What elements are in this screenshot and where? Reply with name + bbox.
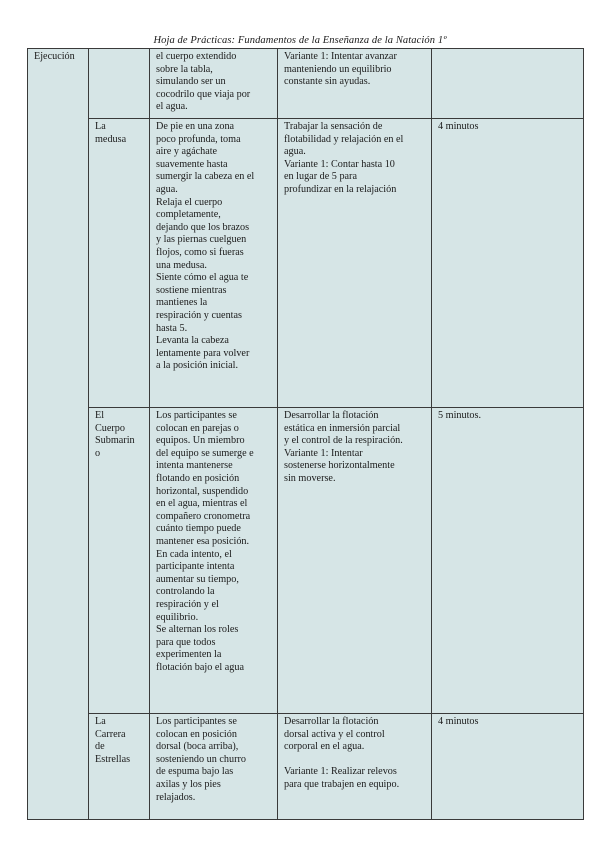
cell-text-line: el agua. [156,101,188,113]
cell-text-line: axilas y los pies [156,778,221,790]
cell-text-line: lentamente para volver [156,347,250,359]
cell-text-line: Estrellas [95,753,131,765]
cell-text-line: de espuma bajo las [156,766,234,778]
cell-text-line: manteniendo un equilibrio [284,63,392,75]
cell-text-line: flotación bajo el agua [156,661,244,673]
cell-text-line: controlando la [156,586,215,598]
cell-text-line: sostiene mientras [156,284,227,296]
cell-text-line: Cuerpo [95,422,125,434]
cell-text-line: equilibrio. [156,611,199,623]
cell-text-line: Variante 1: Intentar [284,447,363,459]
cell-text-line: sosteniendo un churro [156,753,246,765]
exercise-objective-cell [278,408,432,714]
cell-text-line: intenta mantenerse [156,460,233,472]
cell-text-line: Trabajar la sensación de [284,121,383,132]
cell-text-line: Variante 1: Realizar relevos [284,766,397,778]
exercise-description-cell [150,408,278,714]
cell-text-line: simulando ser un [156,76,226,88]
cell-text-line: Variante 1: Contar hasta 10 [284,158,395,170]
exercise-name-cell [89,408,150,714]
cell-text-line: del equipo se sumerge e [156,447,254,459]
cell-text-line: agua. [156,183,178,195]
cell-text-line: constante sin ayudas. [284,76,371,88]
cell-text-line: respiración y cuentas [156,309,242,321]
cell-text-line: Desarrollar la flotación [284,410,379,421]
cell-text-line: mantener esa posición. [156,535,250,547]
cell-text-line: dorsal activa y el control [284,728,385,740]
exercise-time-cell [432,408,584,714]
cell-text-line: relajados. [156,791,196,803]
exercise-time-cell [432,714,584,820]
cell-text-line: para que trabajen en equipo. [284,778,400,790]
cell-text-line: De pie en una zona [156,121,235,132]
table-row [28,49,584,119]
cell-text-line: poco profunda, toma [156,133,241,145]
cell-text-line: participante intenta [156,561,235,573]
cell-text-line: flotando en posición [156,472,240,484]
cell-text-line: de [95,741,105,753]
cell-text-line: profundizar en la relajación [284,183,397,195]
cell-text-line: sumergir la cabeza en el [156,171,255,183]
cell-text-line: medusa [95,133,127,145]
exercise-objective-cell [278,49,432,119]
exercise-time: 5 minutos. [438,410,482,421]
cell-text-line: dorsal (boca arriba), [156,741,239,753]
cell-text-line: experimenten la [156,649,222,661]
cell-text-line: El [95,410,105,421]
cell-text-line: La [95,121,106,132]
exercise-name-cell [89,714,150,820]
cell-text-line: mantienes la [156,297,208,309]
table-row [28,408,584,714]
cell-text-line: cuánto tiempo puede [156,523,241,535]
cell-text-line: compañero cronometra [156,510,251,522]
cell-text-line: cocodrilo que viaja por [156,88,251,100]
exercise-time-cell [432,119,584,408]
table-row [28,119,584,408]
cell-text-line: sin moverse. [284,472,336,484]
cell-text-line: aumentar su tiempo, [156,573,239,585]
exercise-description-cell [150,714,278,820]
cell-text-line: una medusa. [156,259,207,271]
exercise-description-cell [150,49,278,119]
cell-text-line: para que todos [156,636,216,648]
exercise-time-cell [432,49,584,119]
cell-text-line: hasta 5. [156,322,188,334]
cell-text-line: completamente, [156,209,221,221]
cell-text-line: La [95,716,106,727]
section-label-cell [28,49,89,820]
cell-text-line: estática en inmersión parcial [284,422,401,434]
cell-text-line: aire y agáchate [156,146,218,158]
exercise-objective-cell [278,714,432,820]
table-row [28,714,584,820]
cell-text-line: colocan en posición [156,728,237,740]
cell-text-line: y el control de la respiración. [284,435,403,447]
cell-text-line: Desarrollar la flotación [284,716,379,727]
cell-text-line: y las piernas cuelguen [156,234,247,246]
cell-text-line: Variante 1: Intentar avanzar [284,51,397,62]
cell-text-line: en lugar de 5 para [284,171,357,183]
cell-text-line: Siente cómo el agua te [156,272,249,284]
cell-text-line: horizontal, suspendido [156,485,249,497]
cell-text-line: dejando que los brazos [156,221,250,233]
page-header-title: Hoja de Prácticas: Fundamentos de la Enseñanza de la Natación 1º [153,35,447,46]
exercise-name-cell [89,119,150,408]
cell-text-line: Relaja el cuerpo [156,196,223,208]
cell-text-line: Submarin [95,435,135,447]
exercise-description-cell [150,119,278,408]
cell-text-line: equipos. Un miembro [156,435,245,447]
exercise-objective-cell [278,119,432,408]
cell-text-line: sostenerse horizontalmente [284,460,395,472]
cell-text-line: Los participantes se [156,716,237,727]
exercise-table [27,48,584,820]
exercise-time: 4 minutos [438,121,479,132]
cell-text-line: Carrera [95,728,126,740]
cell-text-line: Se alternan los roles [156,624,239,636]
cell-text-line: respiración y el [156,598,219,610]
cell-text-line: Levanta la cabeza [156,335,229,347]
cell-text-line: agua. [284,146,306,158]
section-label: Ejecución [34,51,75,62]
cell-text-line: el cuerpo extendido [156,51,237,62]
cell-text-line: a la posición inicial. [156,360,239,372]
cell-text-line: en el agua, mientras el [156,498,248,510]
cell-text-line: suavemente hasta [156,158,228,170]
cell-text-line: flotabilidad y relajación en el [284,133,404,145]
cell-text-line: o [95,447,101,459]
exercise-name-cell [89,49,150,119]
cell-text-line: flojos, como si fueras [156,246,244,258]
cell-text-line: colocan en parejas o [156,422,239,434]
cell-text-line [284,754,426,767]
exercise-time: 4 minutos [438,716,479,727]
cell-text-line: sobre la tabla, [156,63,213,75]
cell-text-line: Los participantes se [156,410,237,421]
cell-text-line: En cada intento, el [156,548,232,560]
cell-text-line: corporal en el agua. [284,741,365,753]
